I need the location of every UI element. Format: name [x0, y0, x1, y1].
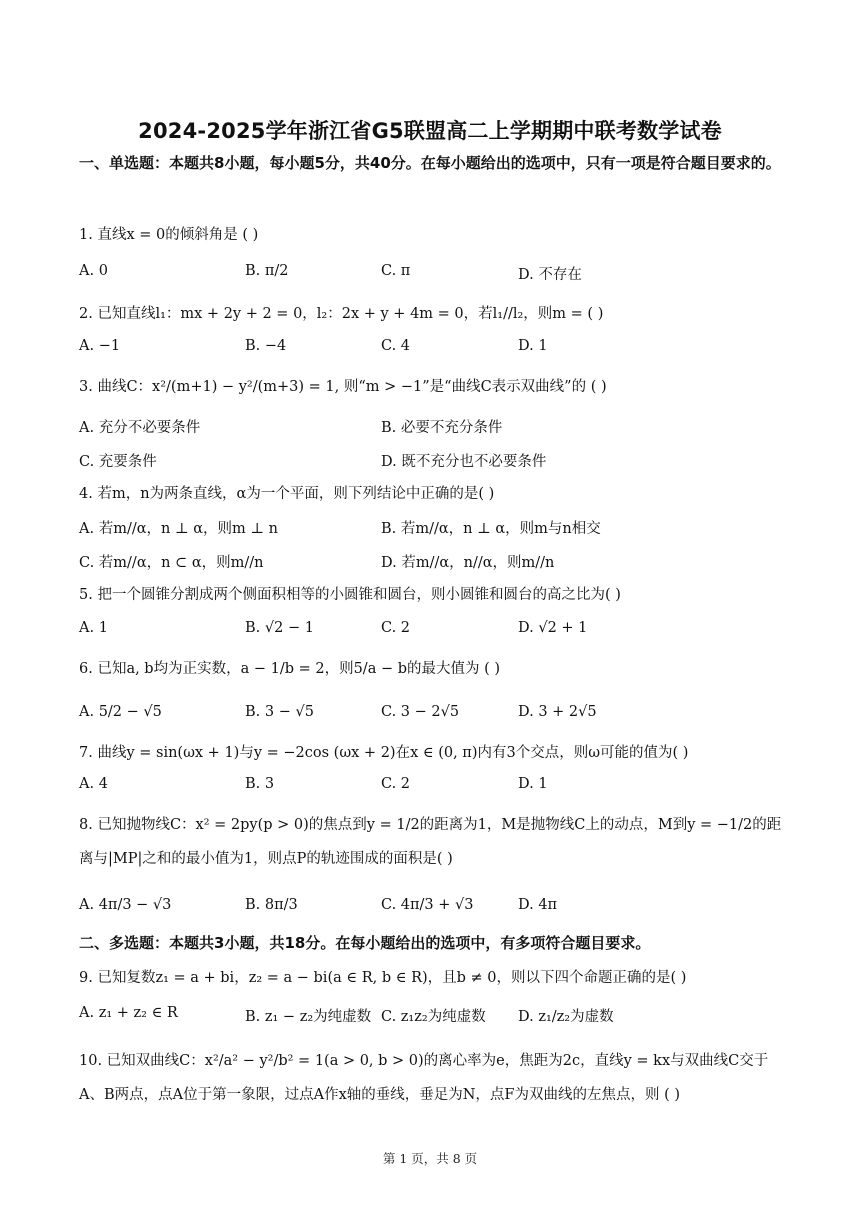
question-1-option-c: C. π — [381, 263, 411, 279]
question-3-stem: 3. 曲线C：x²/(m+1) − y²/(m+3) = 1, 则“m > −1”是“曲线C表示双曲线”的 ( ) — [79, 379, 607, 395]
question-8-option-b: B. 8π/3 — [245, 897, 298, 913]
question-9-option-d: D. z₁/z₂为虚数 — [518, 1009, 614, 1025]
question-5-options — [79, 620, 789, 642]
question-10-stem: 10. 已知双曲线C：x²/a² − y²/b² = 1(a > 0, b > 0)的离心率为e，焦距为2c，直线y = kx与双曲线C交于A、B两点，点A位于第一象限，过点A作x轴的垂线，垂足为N，点F为双曲线的左焦点，则 ( ) — [79, 1053, 769, 1103]
question-7-option-c: C. 2 — [381, 776, 411, 792]
section-multiple-choice-header: 二、多选题：本题共3小题，共18分。在每小题给出的选项中，有多项符合题目要求。 — [79, 934, 651, 952]
question-2-option-c: C. 4 — [381, 338, 411, 354]
question-3-option-d: D. 既不充分也不必要条件 — [381, 454, 547, 470]
question-3-option-c: C. 充要条件 — [79, 454, 157, 470]
question-4-option-b: B. 若m//α，n ⊥ α，则m与n相交 — [381, 521, 601, 537]
question-4-option-d: D. 若m//α，n//α，则m//n — [381, 555, 555, 571]
page-footer: 第 1 页，共 8 页 — [382, 1151, 478, 1166]
question-2-option-d: D. 1 — [518, 338, 548, 354]
question-5-option-b: B. √2 − 1 — [245, 620, 314, 636]
question-1-option-d: D. 不存在 — [518, 267, 582, 283]
question-7-options — [79, 776, 789, 798]
question-9-option-a: A. z₁ + z₂ ∈ R — [79, 1005, 178, 1021]
question-4-option-a: A. 若m//α，n ⊥ α，则m ⊥ n — [79, 521, 278, 537]
question-6-option-d: D. 3 + 2√5 — [518, 704, 597, 720]
question-2-options — [79, 338, 789, 360]
question-7-option-b: B. 3 — [245, 776, 275, 792]
question-4-options-row-1 — [79, 517, 789, 539]
question-2-stem: 2. 已知直线l₁：mx + 2y + 2 = 0，l₂：2x + y + 4m = 0，若l₁//l₂，则m = ( ) — [79, 306, 604, 322]
question-3-options-row-2 — [79, 450, 789, 472]
question-2-option-a: A. −1 — [79, 338, 121, 354]
question-1-options — [79, 263, 789, 285]
question-3-option-b: B. 必要不充分条件 — [381, 420, 503, 436]
question-8-options — [79, 897, 789, 919]
question-5-option-c: C. 2 — [381, 620, 411, 636]
question-6-stem: 6. 已知a, b均为正实数，a − 1/b = 2，则5/a − b的最大值为 ( ) — [79, 661, 501, 677]
question-9-option-c: C. z₁z₂为纯虚数 — [381, 1009, 486, 1025]
question-5-stem: 5. 把一个圆锥分割成两个侧面积相等的小圆锥和圆台，则小圆锥和圆台的高之比为( ) — [79, 587, 621, 603]
question-6-options — [79, 704, 789, 726]
question-1-stem: 1. 直线x = 0的倾斜角是 ( ) — [79, 227, 259, 243]
question-8-stem: 8. 已知抛物线C：x² = 2py(p > 0)的焦点到y = 1/2的距离为1，M是抛物线C上的动点，M到y = −1/2的距离与|MP|之和的最小值为1，则点P的轨迹围成的面积是( ) — [79, 817, 782, 867]
question-9-stem: 9. 已知复数z₁ = a + bi，z₂ = a − bi(a ∈ R, b ∈ R)，且b ≠ 0，则以下四个命题正确的是( ) — [79, 970, 687, 986]
question-7-stem: 7. 曲线y = sin(ωx + 1)与y = −2cos (ωx + 2)在x ∈ (0, π)内有3个交点，则ω可能的值为( ) — [79, 745, 689, 761]
question-4-stem: 4. 若m，n为两条直线，α为一个平面，则下列结论中正确的是( ) — [79, 486, 495, 502]
section-single-choice-header: 一、单选题：本题共8小题，每小题5分，共40分。在每小题给出的选项中，只有一项是符合题目要求的。 — [79, 154, 781, 172]
question-8-option-a: A. 4π/3 − √3 — [79, 897, 172, 913]
question-9-options — [79, 1005, 789, 1027]
question-6-option-c: C. 3 − 2√5 — [381, 704, 460, 720]
question-6-option-a: A. 5/2 − √5 — [79, 704, 162, 720]
question-7-option-d: D. 1 — [518, 776, 548, 792]
question-3-option-a: A. 充分不必要条件 — [79, 420, 201, 436]
question-3-options-row-1 — [79, 416, 789, 438]
question-4-option-c: C. 若m//α，n ⊂ α，则m//n — [79, 555, 264, 571]
question-7-option-a: A. 4 — [79, 776, 108, 792]
question-5-option-a: A. 1 — [79, 620, 108, 636]
question-6-option-b: B. 3 − √5 — [245, 704, 314, 720]
question-8-option-d: D. 4π — [518, 897, 558, 913]
question-2-option-b: B. −4 — [245, 338, 287, 354]
question-9-option-b: B. z₁ − z₂为纯虚数 — [245, 1009, 372, 1025]
question-8-option-c: C. 4π/3 + √3 — [381, 897, 474, 913]
question-1-option-b: B. π/2 — [245, 263, 289, 279]
question-4-options-row-2 — [79, 551, 789, 573]
question-5-option-d: D. √2 + 1 — [518, 620, 588, 636]
question-1-option-a: A. 0 — [79, 263, 108, 279]
exam-title: 2024-2025学年浙江省G5联盟高二上学期期中联考数学试卷 — [138, 119, 722, 143]
